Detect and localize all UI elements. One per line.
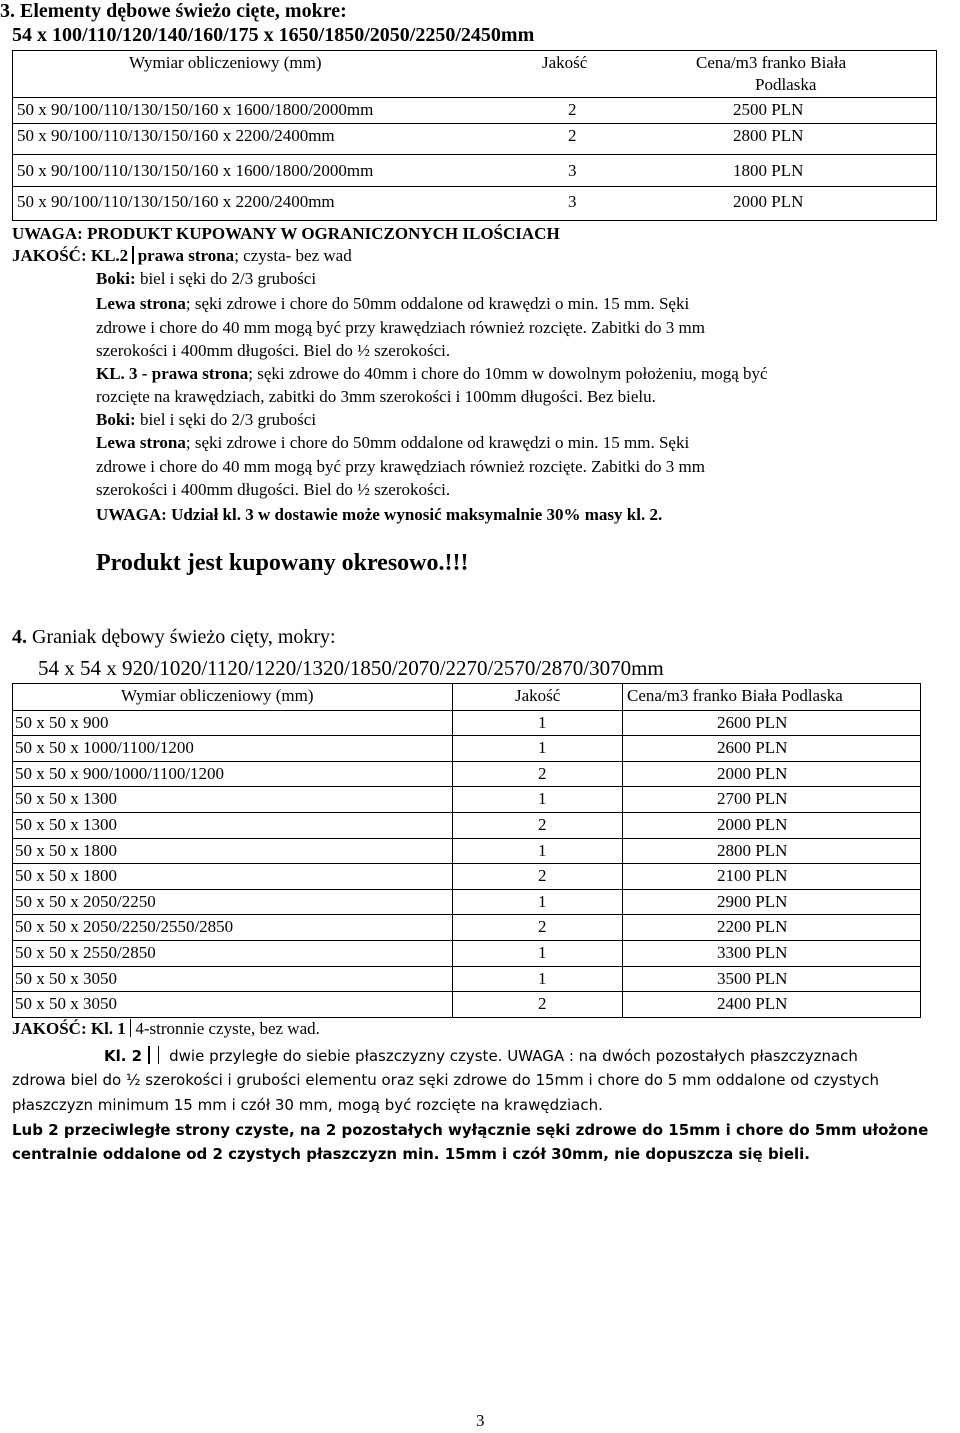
t2-row-dim: 50 x 50 x 1300: [15, 814, 117, 834]
kl2-left-line1: [96, 294, 689, 314]
table-row-1-quality: 2: [568, 100, 577, 119]
section-4-title-text: Graniak dębowy świeżo cięty, mokry:: [32, 626, 336, 648]
divider: [148, 1046, 150, 1064]
kl3-right-line1: [96, 364, 768, 384]
s4-quality-kl1-text: 4-stronnie czyste, bez wad.: [135, 1019, 320, 1038]
t2-row-quality: 1: [538, 840, 547, 860]
t2-row-dim: 50 x 50 x 2550/2850: [15, 942, 156, 962]
t2-row-quality: 2: [538, 814, 547, 834]
table-header-dimension: Wymiar obliczeniowy (mm): [129, 53, 322, 72]
t2-row-quality: 1: [538, 968, 547, 988]
table-row-1-price: 2500 PLN: [733, 100, 804, 119]
t2-header-price: Cena/m3 franko Biała Podlaska: [627, 686, 843, 705]
divider: [132, 246, 134, 264]
divider: [158, 1046, 160, 1064]
t2-row-price: 2000 PLN: [717, 763, 788, 783]
kl3-left-line3: szerokości i 400mm długości. Biel do ½ szerokości.: [96, 480, 451, 499]
s4-kl2-alt-line2: centralnie oddalone od 2 czystych płaszczyzn min. 15mm i czół 30mm, nie dopuszcza się bieli.: [12, 1145, 810, 1163]
s4-kl2-line1: [104, 1046, 858, 1065]
t2-row-quality: 1: [538, 712, 547, 732]
t2-row-dim: 50 x 50 x 1800: [15, 866, 117, 886]
section-4-number: 4.: [12, 626, 32, 648]
t2-row-price: 2600 PLN: [717, 712, 788, 732]
t2-row-quality: 1: [538, 891, 547, 911]
table-header-quality: Jakość: [542, 53, 588, 72]
periodic-purchase-note: Produkt jest kupowany okresowo.!!!: [96, 550, 469, 576]
kl2-left-line3: szerokości i 400mm długości. Biel do ½ szerokości.: [96, 341, 451, 360]
t2-row-dim: 50 x 50 x 900: [15, 712, 109, 732]
t2-row-price: 2700 PLN: [717, 789, 788, 809]
s4-kl2-label: Kl. 2: [104, 1047, 143, 1065]
table-row-4-price: 2000 PLN: [733, 192, 804, 211]
t2-row-price: 2800 PLN: [717, 840, 788, 860]
limited-quantity-note: UWAGA: PRODUKT KUPOWANY W OGRANICZONYCH ILOŚCIACH: [12, 224, 560, 243]
left-side-text: ; sęki zdrowe i chore do 50mm oddalone od krawędzi o min. 15 mm. Sęki: [185, 294, 690, 313]
table-header-price-cont: Podlaska: [755, 75, 817, 94]
table-row-3-quality: 3: [568, 161, 577, 180]
table-row-2-price: 2800 PLN: [733, 126, 804, 145]
section-3-dimensions: 54 x 100/110/120/140/160/175 x 1650/1850/2050/2250/2450mm: [12, 24, 535, 46]
t2-row-quality: 1: [538, 789, 547, 809]
right-side-label: prawa strona: [137, 246, 235, 265]
s4-kl2-line3: płaszczyzn minimum 15 mm i czół 30 mm, mogą być rozcięte na krawędziach.: [12, 1096, 603, 1114]
t2-header-quality: Jakość: [515, 686, 561, 705]
kl3-left-label: Lewa strona: [96, 433, 186, 452]
t2-row-dim: 50 x 50 x 3050: [15, 968, 117, 988]
t2-row-price: 3300 PLN: [717, 942, 788, 962]
t2-row-quality: 2: [538, 866, 547, 886]
t2-row-dim: 50 x 50 x 1000/1100/1200: [15, 738, 194, 758]
t2-row-price: 2100 PLN: [717, 866, 788, 886]
table-row-4-dim: 50 x 90/100/110/130/150/160 x 2200/2400mm: [17, 192, 335, 211]
t2-row-dim: 50 x 50 x 1300: [15, 789, 117, 809]
t2-row-dim: 50 x 50 x 900/1000/1100/1200: [15, 763, 225, 783]
t2-row-price: 2600 PLN: [717, 738, 788, 758]
table-section-4: [12, 683, 921, 1018]
table-row-4-quality: 3: [568, 192, 577, 211]
table-row-3-price: 1800 PLN: [733, 161, 804, 180]
section-3-title: 3. Elementy dębowe świeżo cięte, mokre:: [0, 0, 347, 22]
t2-row-price: 2900 PLN: [717, 891, 788, 911]
t2-row-dim: 50 x 50 x 2050/2250/2550/2850: [15, 917, 234, 937]
s4-kl2-alt-line1: Lub 2 przeciwległe strony czyste, na 2 pozostałych wyłącznie sęki zdrowe do 15mm i chore do 5mm ułożone: [12, 1121, 929, 1139]
s4-quality-kl1-label: JAKOŚĆ: Kl. 1: [12, 1019, 126, 1038]
t2-row-quality: 2: [538, 917, 547, 937]
t2-row-quality: 2: [538, 994, 547, 1014]
table-header-price: Cena/m3 franko Biała: [696, 53, 847, 72]
quality-kl2-line: [12, 246, 352, 266]
table-row-1-dim: 50 x 90/100/110/130/150/160 x 1600/1800/2000mm: [17, 100, 374, 119]
table-section-3: [12, 50, 937, 221]
kl3-sides: Boki: biel i sęki do 2/3 grubości: [96, 410, 317, 429]
t2-row-price: 2200 PLN: [717, 917, 788, 937]
t2-row-dim: 50 x 50 x 3050: [15, 994, 117, 1014]
kl3-right-label: prawa strona: [151, 364, 249, 383]
quality-kl3-label: KL. 3 -: [96, 364, 152, 383]
t2-row-dim: 50 x 50 x 2050/2250: [15, 891, 156, 911]
t2-row-dim: 50 x 50 x 1800: [15, 840, 117, 860]
t2-row-price: 2400 PLN: [717, 994, 788, 1014]
kl3-right-line2: rozcięte na krawędziach, zabitki do 3mm szerokości i 100mm długości. Bez bielu.: [96, 387, 656, 406]
s4-quality-kl1-line: [12, 1019, 320, 1039]
t2-row-price: 2000 PLN: [717, 814, 788, 834]
kl2-left-line2: zdrowe i chore do 40 mm mogą być przy krawędziach również rozcięte. Zabitki do 3 mm: [96, 318, 705, 337]
kl3-left-line1: [96, 433, 689, 453]
kl3-left-line2: zdrowe i chore do 40 mm mogą być przy krawędziach również rozcięte. Zabitki do 3 mm: [96, 457, 705, 476]
t2-row-price: 3500 PLN: [717, 968, 788, 988]
t2-header-dimension: Wymiar obliczeniowy (mm): [121, 686, 314, 705]
divider: [130, 1019, 132, 1037]
section-4-dimensions: 54 x 54 x 920/1020/1120/1220/1320/1850/2070/2270/2570/2870/3070mm: [38, 656, 664, 680]
table-row-2-quality: 2: [568, 126, 577, 145]
s4-kl2-line2: zdrowa biel do ½ szerokości i grubości elementu oraz sęki zdrowe do 15mm i chore do 5 mm oddalone od czystych: [12, 1071, 880, 1089]
t2-row-quality: 1: [538, 942, 547, 962]
table-row-2-dim: 50 x 90/100/110/130/150/160 x 2200/2400mm: [17, 126, 335, 145]
t2-row-quality: 1: [538, 738, 547, 758]
table-row-3-dim: 50 x 90/100/110/130/150/160 x 1600/1800/2000mm: [17, 161, 374, 180]
quality-kl2-label: JAKOŚĆ: KL.2: [12, 246, 129, 265]
right-side-text: ; czysta- bez wad: [234, 246, 352, 265]
kl3-right-text: ; sęki zdrowe do 40mm i chore do 10mm w dowolnym położeniu, mogą być: [248, 364, 768, 383]
s4-kl2-text1: dwie przyległe do siebie płaszczyzny czyste. UWAGA : na dwóch pozostałych płaszczyznach: [169, 1047, 858, 1065]
t2-row-quality: 2: [538, 763, 547, 783]
page-number: 3: [476, 1411, 485, 1430]
share-warning: UWAGA: Udział kl. 3 w dostawie może wynosić maksymalnie 30% masy kl. 2.: [96, 505, 663, 524]
section-4-title: [12, 626, 336, 649]
kl3-left-text: ; sęki zdrowe i chore do 50mm oddalone od krawędzi o min. 15 mm. Sęki: [185, 433, 690, 452]
left-side-label: Lewa strona: [96, 294, 186, 313]
kl2-sides: Boki: biel i sęki do 2/3 grubości: [96, 269, 317, 288]
